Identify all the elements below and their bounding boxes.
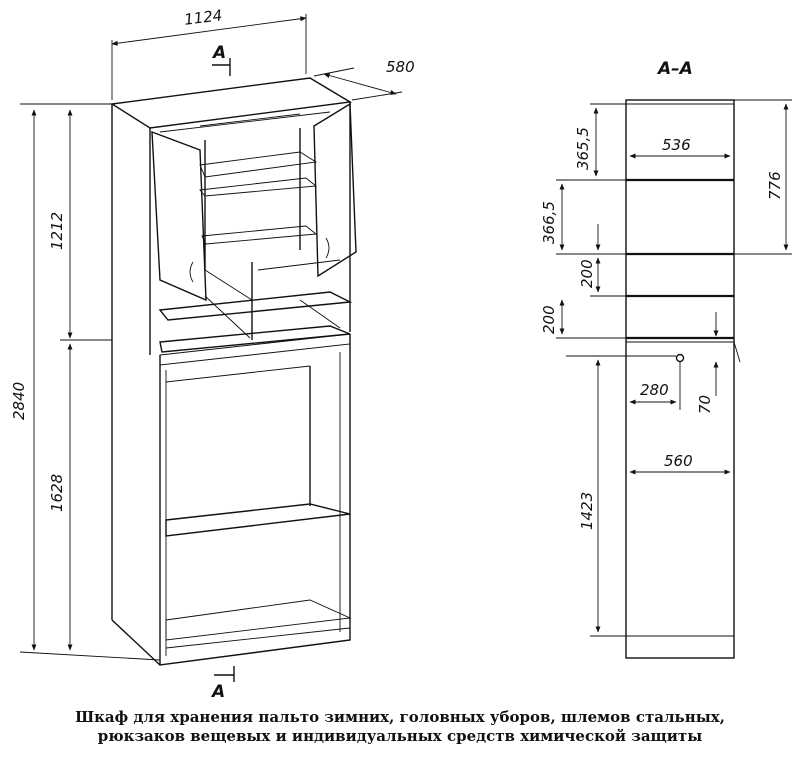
section-mark-top-label: A: [213, 43, 227, 63]
cabinet-isometric: [10, 6, 415, 700]
dim-d6-label: 200: [540, 305, 558, 334]
lower-cabinet: [112, 334, 350, 665]
dim-d3-label: 776: [766, 171, 784, 200]
dim-d1: [574, 104, 626, 180]
section-title: A–A: [658, 59, 693, 79]
dim-d10: [578, 360, 626, 636]
dim-width-label: 1124: [183, 6, 224, 29]
figure-caption: [0, 708, 800, 746]
dim-upper-height-label: 1212: [48, 211, 66, 250]
dim-d3: [734, 100, 792, 254]
dim-d9: [630, 452, 730, 472]
caption-line-2: рюкзаков вещевых и индивидуальных средств химической защиты: [97, 727, 703, 745]
dim-d10-label: 1423: [578, 491, 596, 530]
dim-d2-label: 536: [662, 136, 691, 154]
dim-d7: [630, 362, 680, 410]
dim-d5-label: 200: [578, 259, 596, 288]
dim-total-height-label: 2840: [10, 381, 28, 420]
section-mark-bottom-label: A: [212, 682, 226, 700]
dim-d4-label: 366,5: [540, 201, 558, 244]
section-view: [540, 59, 792, 658]
dim-d8: [696, 312, 716, 414]
dim-lower-height: [48, 344, 70, 650]
dim-d9-label: 560: [664, 452, 693, 470]
caption-line-1: Шкаф для хранения пальто зимних, головных уборов, шлемов стальных,: [75, 708, 725, 726]
dim-depth: [314, 58, 415, 100]
upper-cabinet: [112, 78, 356, 355]
dim-d4: [540, 180, 626, 254]
dim-upper-height: [48, 110, 112, 340]
dim-total-height: [10, 104, 160, 660]
dim-d6: [540, 300, 626, 338]
dim-d5: [578, 224, 626, 296]
dim-d7-label: 280: [640, 381, 669, 399]
dim-lower-height-label: 1628: [48, 473, 66, 512]
section-mark-bottom: [210, 666, 234, 700]
dim-width: [112, 6, 306, 100]
dim-d1-label: 365,5: [574, 127, 592, 170]
dim-d8-label: 70: [696, 394, 714, 414]
dim-d2: [630, 136, 730, 156]
dim-depth-label: 580: [386, 58, 415, 76]
section-mark-top: [211, 43, 230, 76]
